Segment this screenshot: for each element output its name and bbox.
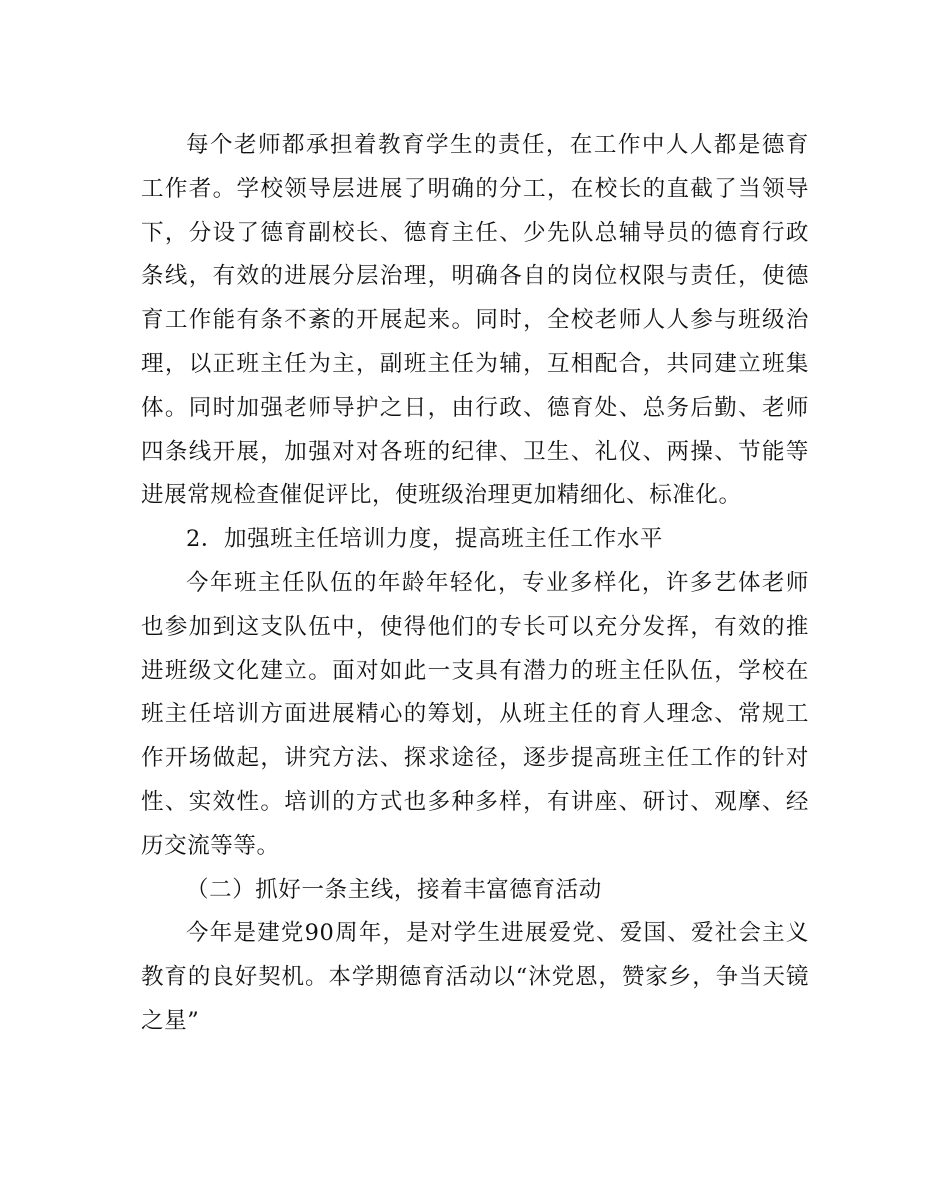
- paragraph-teacher-team: 今年班主任队伍的年龄年轻化，专业多样化，许多艺体老师也参加到这支队伍中，使得他们的专长可以充分发挥，有效的推进班级文化建立。面对如此一支具有潜力的班主任队伍，学校在班主任培训方面进展精心的筹划，从班主任的育人理念、常规工作开场做起，讲究方法、探求途径，逐步提高班主任工作的针对性、实效性。培训的方式也多种多样，有讲座、研讨、观摩、经历交流等等。: [141, 569, 809, 859]
- paragraph-party-anniversary: 今年是建党90周年，是对学生进展爱党、爱国、爱社会主义教育的良好契机。本学期德育活动以“沐党恩，赞家乡，争当天镜之星”: [141, 920, 809, 1034]
- section-heading-teacher-training: 2．加强班主任培训力度，提高班主任工作水平: [186, 526, 663, 553]
- paragraph-moral-education-roles: 每个老师都承担着教育学生的责任，在工作中人人都是德育工作者。学校领导层进展了明确的分工，在校长的直截了当领导下，分设了德育副校长、德育主任、少先队总辅导员的德育行政条线，有效的进展分层治理，明确各自的岗位权限与责任，使德育工作能有条不紊的开展起来。同时，全校老师人人参与班级治理，以正班主任为主，副班主任为辅，互相配合，共同建立班集体。同时加强老师导护之日，由行政、德育处、总务后勤、老师四条线开展，加强对对各班的纪律、卫生、礼仪、两操、节能等进展常规检查催促评比，使班级治理更加精细化、标准化。: [141, 132, 809, 509]
- document-body: [141, 124, 809, 1044]
- section-heading-activities: （二）抓好一条主线，接着丰富德育活动: [186, 876, 602, 903]
